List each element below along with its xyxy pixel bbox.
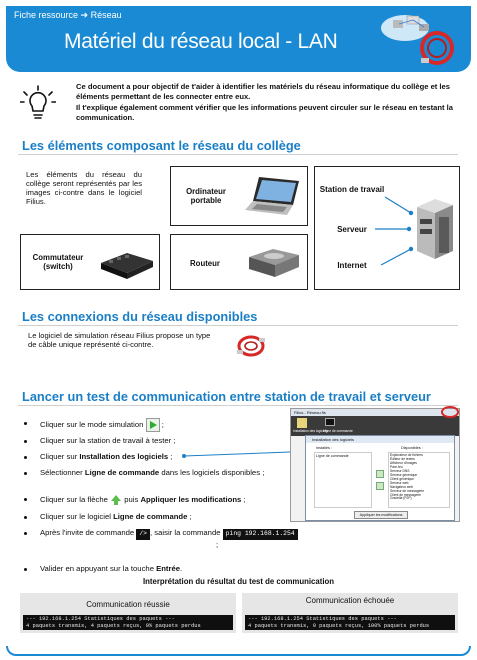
switch-label: Commutateur (switch) [32, 253, 84, 271]
list-item[interactable]: Éditeur de textes [390, 456, 415, 461]
move-left-button[interactable] [376, 470, 384, 478]
header-banner [6, 6, 471, 72]
list-item[interactable]: Explorateur de fichiers [390, 453, 423, 457]
list-item[interactable]: Pare-feu [390, 464, 403, 469]
step-3-bold: Installation des logiciels [79, 452, 169, 461]
page-title: Matériel du réseau local - LAN [64, 30, 338, 53]
server-label: Serveur [337, 225, 367, 234]
success-box [20, 593, 236, 633]
server-tower-icon [411, 197, 457, 263]
intro-paragraph-1: Ce document a pour objectif de t'aider à identifier les matériels du réseau informatique du collège et les éléments permettant de les connecter entre eux. [76, 82, 450, 102]
window-titlebar: Filius - Réseau.fls [291, 409, 459, 416]
step-3-end: ; [168, 452, 173, 461]
list-item[interactable]: Client de messagerie [390, 492, 421, 497]
failure-line-1: --- 192.168.1.254 Statistiques des paquets --- [248, 616, 397, 622]
step-8-end: . [180, 564, 183, 573]
failure-box [242, 593, 458, 633]
success-title: Communication réussie [86, 600, 170, 609]
step-1-end: ; [161, 420, 164, 430]
move-right-button[interactable] [376, 482, 384, 490]
section-title-connections: Les connexions du réseau disponibles [22, 309, 258, 324]
step-6-bold: Ligne de commande [113, 512, 188, 521]
step-2 [24, 436, 316, 446]
app-label-install: Installation des logiciels [293, 429, 328, 433]
installed-header: Installés : [316, 446, 333, 450]
cable-icon [236, 332, 266, 360]
step-7-text-2: , saisir la commande [150, 528, 221, 537]
step-4-bold: Ligne de commande [84, 468, 160, 477]
step-7 [24, 528, 316, 550]
command-prompt-icon: /> [136, 529, 150, 540]
step-8 [24, 564, 316, 574]
software-install-icon [297, 418, 307, 428]
switch-icon [97, 243, 157, 283]
section-divider [18, 154, 458, 155]
step-2-text: Cliquer sur la station de travail à tester ; [40, 436, 176, 445]
step-1-text: Cliquer sur le mode simulation [40, 420, 144, 430]
section-divider [18, 405, 458, 406]
laptop-card [170, 166, 308, 226]
connections-description: Le logiciel de simulation réseau Filius propose un type de câble unique représenté ci-contre. [28, 331, 211, 350]
dialog-title: Installation des logiciels [306, 436, 454, 443]
list-item[interactable]: Serveur web [390, 480, 409, 485]
failure-title: Communication échouée [305, 596, 395, 605]
section-title-test: Lancer un test de communication entre station de travail et serveur [22, 389, 431, 404]
cable-small-icon [440, 404, 460, 420]
available-header: Disponibles : [401, 446, 423, 450]
section-title-elements: Les éléments composant le réseau du collège [22, 138, 301, 153]
pointer-arrow [180, 450, 294, 460]
step-5-text: Cliquer sur la flèche [40, 495, 108, 505]
failure-output [245, 615, 455, 630]
ping-command: ping 192.168.1.254 [223, 529, 298, 540]
list-item[interactable]: Client générique [390, 476, 415, 481]
step-3-text: Cliquer sur [40, 452, 80, 461]
intro-paragraph-2: Il t'explique également comment vérifier que les informations peuvent circuler sur le réseau en testant la communication. [76, 102, 453, 122]
step-4-text: Sélectionner [40, 468, 85, 477]
success-output [23, 615, 233, 630]
app-label-cmd: Ligne de commande [323, 429, 353, 433]
list-item[interactable]: Afficheur d'images [390, 460, 417, 465]
breadcrumb: Fiche ressource ➔ Réseau [14, 10, 122, 20]
filius-window [290, 408, 460, 522]
list-item[interactable]: Navigateur web [390, 484, 413, 489]
section-divider [18, 325, 458, 326]
lightbulb-icon [20, 84, 56, 124]
footer-border [6, 646, 471, 656]
window-dark-panel [291, 416, 459, 436]
success-line-2: 4 paquets transmis, 4 paquets reçus, 0% paquets perdus [26, 622, 201, 629]
step-7-end: ; [216, 539, 219, 549]
apply-changes-button[interactable]: Appliquer les modifications [354, 511, 408, 519]
list-item[interactable]: Ligne de commande [316, 454, 349, 458]
available-list[interactable] [388, 452, 450, 508]
step-1 [24, 418, 316, 432]
interpretation-title: Interprétation du résultat du test de communication [142, 577, 335, 586]
step-8-text: Valider en appuyant sur la touche [40, 564, 157, 573]
step-6-text: Cliquer sur le logiciel [40, 512, 114, 521]
step-8-bold: Entrée [156, 564, 181, 573]
router-icon [245, 243, 303, 283]
step-4-end: dans les logiciels disponibles ; [159, 468, 265, 477]
step-5 [24, 494, 316, 506]
network-illustration-icon [369, 10, 459, 68]
step-5-end: ; [241, 495, 246, 505]
laptop-icon [243, 175, 303, 219]
step-7-text: Après l'invite de commande [40, 528, 135, 537]
list-item[interactable]: Serveur générique [390, 472, 418, 477]
server-card [314, 166, 460, 290]
router-card [170, 234, 308, 290]
laptop-label: Ordinateur portable [186, 187, 226, 205]
workstation-label: Station de travail [319, 185, 385, 194]
failure-line-2: 4 paquets transmis, 0 paquets reçus, 100% paquets perdus [248, 622, 430, 629]
step-5-then: puis [124, 495, 141, 505]
arrow-up-icon [110, 494, 122, 506]
intro-text [76, 82, 462, 123]
step-6-end: ; [187, 512, 192, 521]
list-item[interactable]: Serveur de messagerie [390, 488, 425, 493]
step-6 [24, 512, 316, 522]
step-4 [24, 468, 316, 478]
terminal-icon [325, 418, 335, 426]
router-label: Routeur [190, 259, 220, 268]
list-item[interactable]: Gnutella (P2P) [390, 496, 412, 501]
play-simulation-icon [146, 418, 160, 432]
list-item[interactable]: Serveur DNS [390, 468, 410, 473]
installed-list[interactable] [314, 452, 372, 508]
step-5-bold: Appliquer les modifications [140, 495, 242, 505]
elements-description: Les éléments du réseau du collège seront représentés par les images ci-contre dans le logiciel Filius. [26, 170, 142, 207]
install-dialog [305, 435, 455, 521]
success-line-1: --- 192.168.1.254 Statistiques des paquets --- [26, 616, 175, 622]
switch-card [20, 234, 160, 290]
internet-label: Internet [337, 261, 367, 270]
